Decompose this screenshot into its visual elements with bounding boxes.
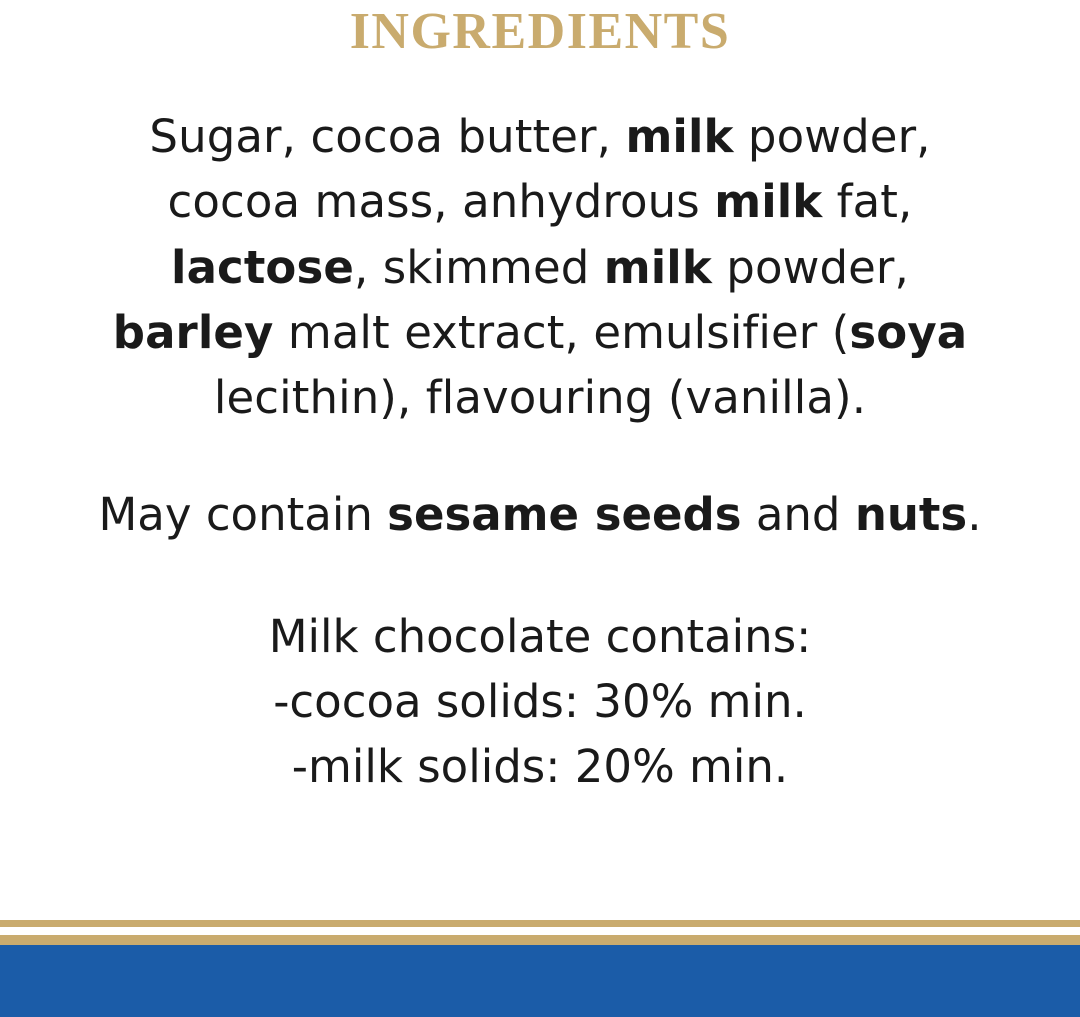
allergen-milk: milk	[603, 240, 712, 294]
allergen-soya: soya	[849, 305, 968, 359]
composition-cocoa-solids: -cocoa solids: 30% min.	[273, 674, 807, 728]
ingredients-line-1: Sugar, cocoa butter, milk powder,	[149, 110, 931, 163]
may-contain-prefix: May contain	[98, 488, 388, 542]
ingredients-line-5: lecithin), flavouring (vanilla).	[213, 371, 867, 424]
gold-rule-bottom	[0, 935, 1080, 945]
allergen-barley: barley	[112, 305, 274, 359]
may-contain-suffix: .	[967, 488, 982, 542]
may-contain-statement	[30, 482, 1050, 547]
composition-milk-solids: -milk solids: 20% min.	[291, 740, 789, 793]
ingredients-line-4: barley malt extract, emulsifier (soya	[112, 305, 968, 359]
page-title: INGREDIENTS	[349, 3, 731, 60]
footer-bands	[0, 920, 1080, 1017]
allergen-milk: milk	[714, 175, 823, 229]
allergen-sesame-seeds: sesame seeds	[387, 488, 742, 542]
white-gap	[0, 927, 1080, 935]
allergen-nuts: nuts	[854, 488, 968, 542]
ingredients-list	[30, 104, 1050, 430]
composition-title: Milk chocolate contains:	[268, 609, 812, 663]
allergen-lactose: lactose	[171, 240, 354, 294]
composition-block	[30, 604, 1050, 800]
ingredients-line-3: lactose, skimmed milk powder,	[171, 240, 909, 294]
allergen-milk: milk	[625, 110, 734, 163]
may-contain-conjunction: and	[741, 488, 855, 542]
ingredients-line-2: cocoa mass, anhydrous milk fat,	[167, 175, 913, 229]
blue-band	[0, 945, 1080, 1017]
gold-rule-top	[0, 920, 1080, 927]
